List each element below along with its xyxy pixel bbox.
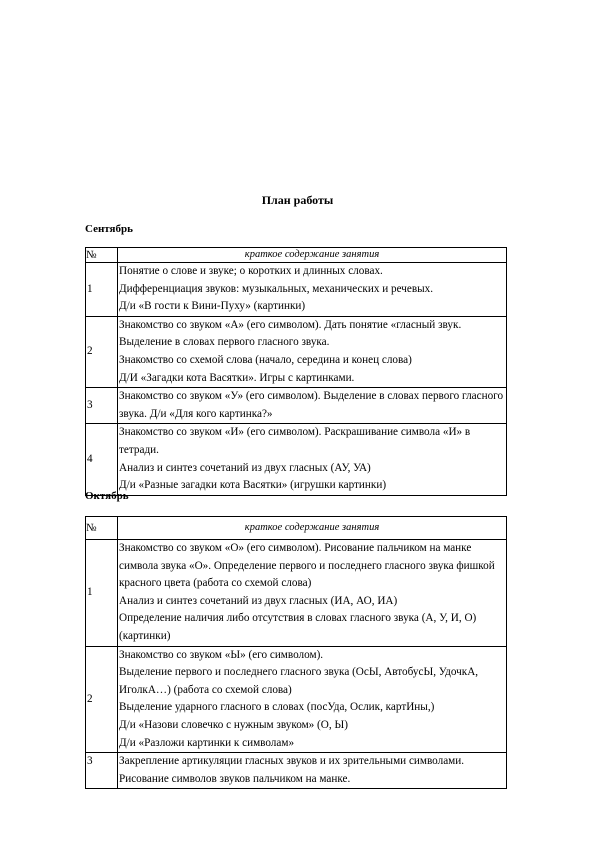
content-line: Рисование символов звуков пальчиком на манке. — [119, 772, 351, 785]
page-title: План работы — [261, 193, 334, 207]
row-number: 1 — [86, 540, 118, 647]
content-line: Д/и «Разложи картинки к символам» — [119, 736, 295, 749]
table-row — [86, 388, 507, 424]
content-line: Знакомство со звуком «О» (его символом). Рисование пальчиком на манке символа звука «О». Определение первого и последнего гласного звука фишкой красного цвета (работа со схемой слова) — [119, 542, 495, 590]
plan-table-september — [85, 247, 507, 496]
table-row — [86, 316, 507, 387]
row-number: 3 — [86, 388, 118, 424]
row-number: 2 — [86, 646, 118, 753]
content-line: Выделение в словах первого гласного звука. — [119, 336, 330, 349]
content-line: Анализ и синтез сочетаний из двух гласных (АУ, УА) — [119, 461, 371, 474]
content-line: Знакомство со звуком «Ы» (его символом). — [119, 648, 324, 661]
header-content: краткое содержание занятия — [118, 517, 507, 540]
table-header-row — [86, 517, 507, 540]
row-content — [118, 388, 507, 424]
table-row — [86, 424, 507, 495]
content-line: Закрепление артикуляции гласных звуков и их зрительными символами. — [119, 755, 465, 768]
content-line: Д/и «Назови словечко с нужным звуком» (О, Ы) — [119, 718, 348, 731]
header-content: краткое содержание занятия — [118, 248, 507, 263]
table-row — [86, 646, 507, 753]
table-row — [86, 263, 507, 317]
content-line: Дифференциация звуков: музыкальных, механических и речевых. — [119, 282, 434, 295]
plan-table-october — [85, 516, 507, 789]
table-row — [86, 753, 507, 789]
header-num: № — [86, 248, 118, 263]
content-line: Знакомство со схемой слова (начало, середина и конец слова) — [119, 353, 412, 366]
content-line: Понятие о слове и звуке; о коротких и длинных словах. — [119, 265, 383, 277]
content-line: Д/и «В гости к Вини-Пуху» (картинки) — [119, 300, 306, 313]
content-line: Выделение первого и последнего гласного звука (ОсЫ, АвтобусЫ, УдочкА, ИголкА…) (работа со схемой слова) — [119, 666, 479, 696]
row-number: 1 — [86, 263, 118, 317]
header-num: № — [86, 517, 118, 540]
row-number: 2 — [86, 316, 118, 387]
month-heading-october: Октябрь — [85, 490, 129, 502]
table-row — [86, 540, 507, 647]
content-line: Знакомство со звуком «А» (его символом). Дать понятие «гласный звук. — [119, 318, 462, 331]
month-heading-september: Сентябрь — [85, 223, 133, 235]
row-number: 4 — [86, 424, 118, 495]
content-line: Д/и «Разные загадки кота Васятки» (игрушки картинки) — [119, 479, 387, 492]
row-content — [118, 263, 507, 317]
content-line: Знакомство со звуком «И» (его символом). Раскрашивание символа «И» в тетради. — [119, 426, 471, 456]
content-line: Д/И «Загадки кота Васятки». Игры с картинками. — [119, 371, 355, 384]
row-content — [118, 316, 507, 387]
table-header-row — [86, 248, 507, 263]
row-content — [118, 424, 507, 495]
row-content — [118, 646, 507, 753]
row-content — [118, 540, 507, 647]
row-content — [118, 753, 507, 789]
row-number: 3 — [86, 753, 118, 789]
content-line: Анализ и синтез сочетаний из двух гласных (ИА, АО, ИА) — [119, 594, 398, 607]
content-line: Определение наличия либо отсутствия в словах гласного звука (А, У, И, О) (картинки) — [119, 612, 477, 642]
content-line: Знакомство со звуком «У» (его символом). Выделение в словах первого гласного звука. Д/и «Для кого картинка?» — [119, 390, 504, 420]
content-line: Выделение ударного гласного в словах (посУда, Ослик, картИны,) — [119, 701, 435, 714]
